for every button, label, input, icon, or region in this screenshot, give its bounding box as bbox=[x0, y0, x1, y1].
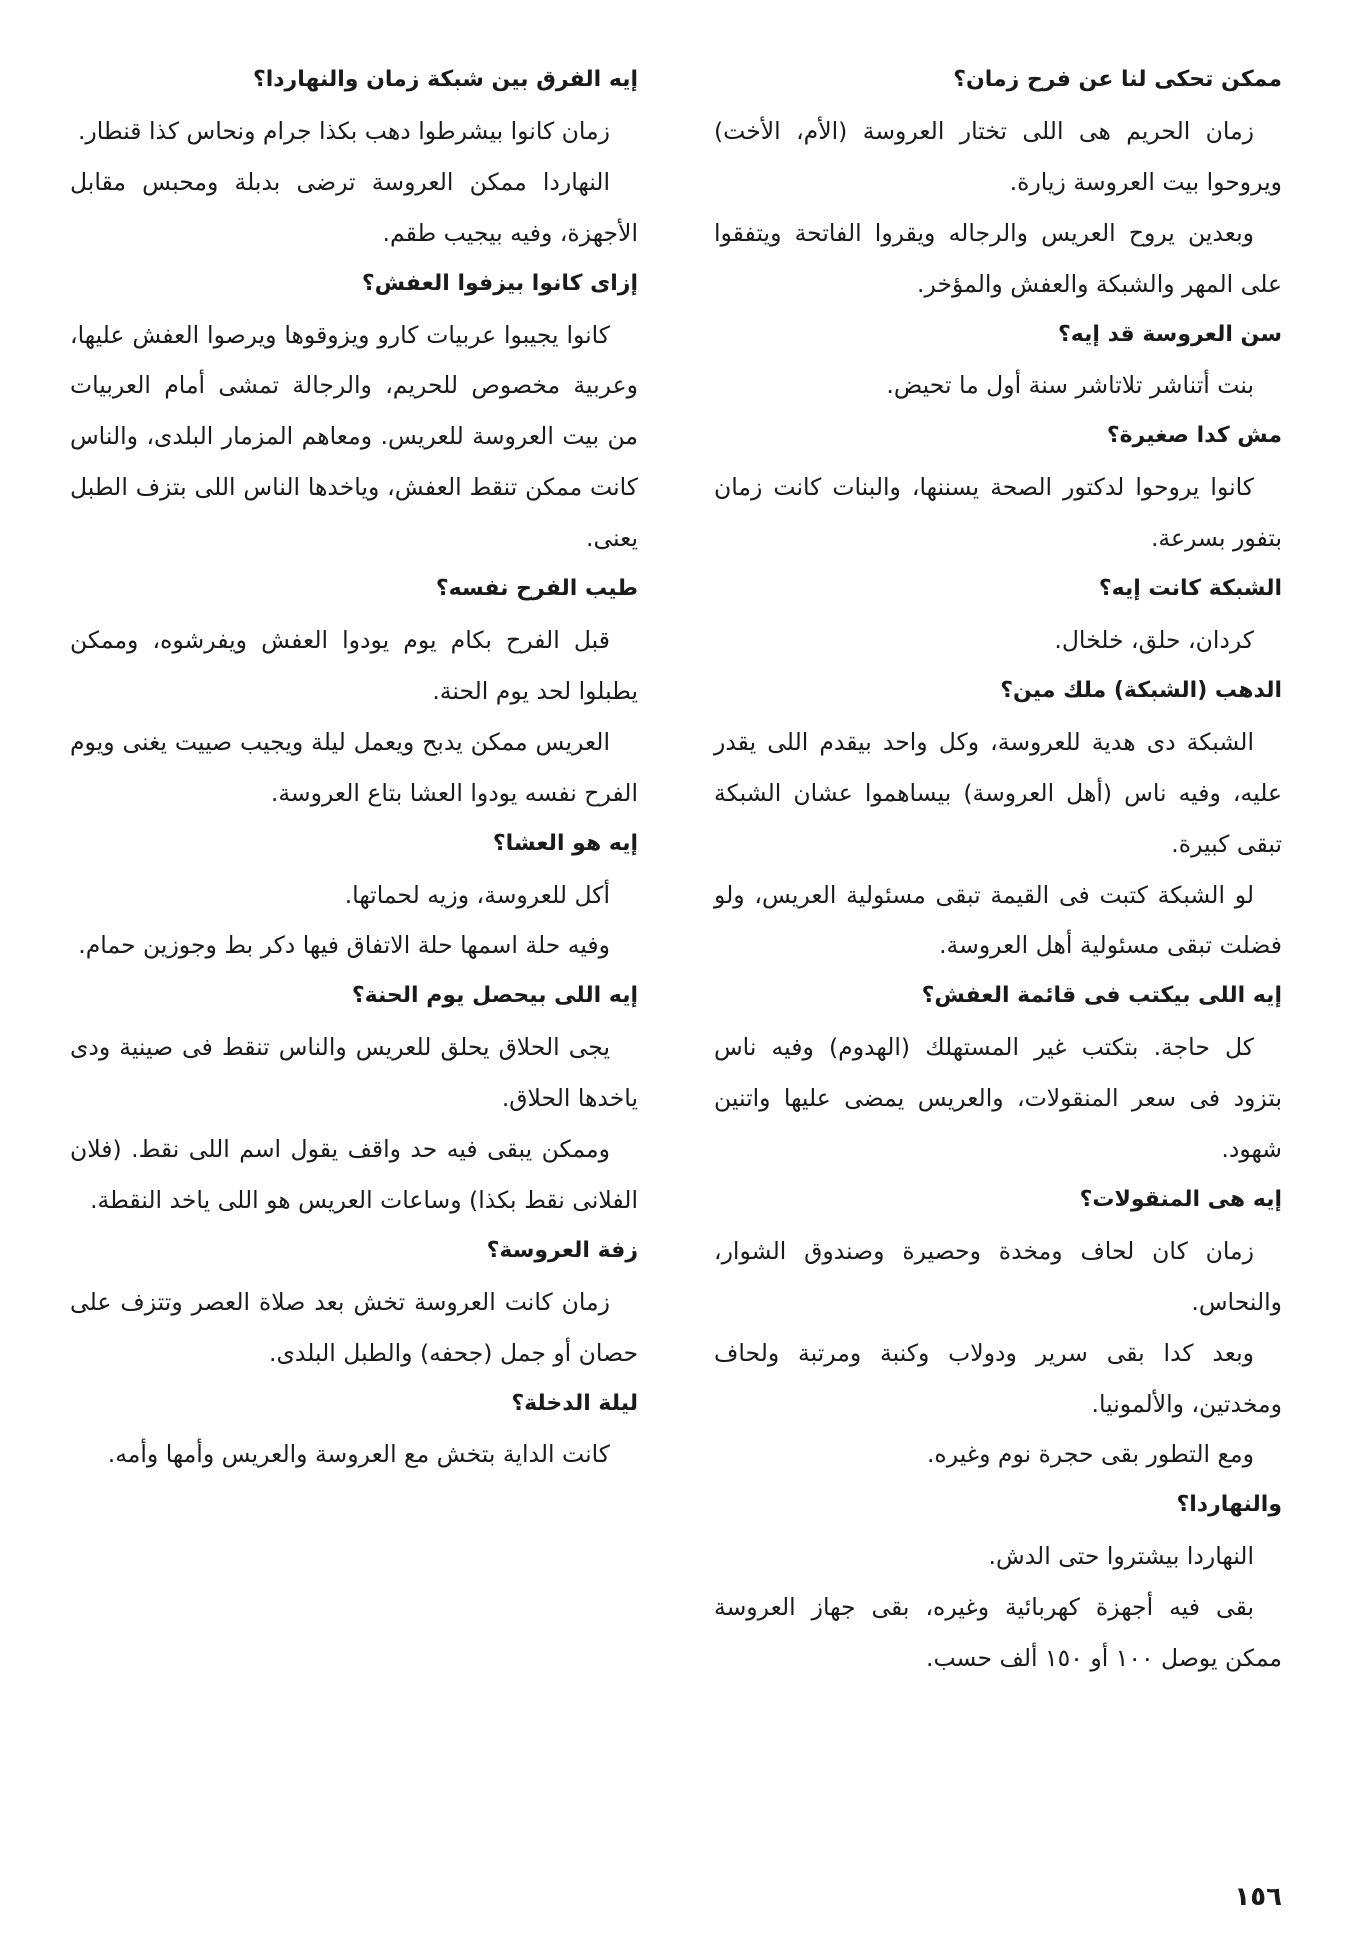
answer-paragraph: وبعدين يروح العريس والرجاله ويقروا الفاتحة ويتفقوا على المهر والشبكة والعفش والمؤخر. bbox=[714, 218, 1282, 298]
question-heading: إزاى كانوا بيزفوا العفش؟ bbox=[361, 270, 638, 296]
answer-paragraph: النهاردا ممكن العروسة ترضى بدبلة ومحبس مقابل الأجهزة، وفيه بيجيب طقم. bbox=[70, 167, 638, 247]
answer-paragraph: كردان، حلق، خلخال. bbox=[1054, 625, 1254, 654]
answer-paragraph: العريس ممكن يدبح ويعمل ليلة ويجيب صييت يغنى ويوم الفرح نفسه يودوا العشا بتاع العروسة. bbox=[70, 727, 638, 807]
question-heading: سن العروسة قد إيه؟ bbox=[1058, 321, 1282, 347]
answer-paragraph: بنت أتناشر تلاتاشر سنة أول ما تحيض. bbox=[886, 371, 1254, 400]
answer-paragraph: بقى فيه أجهزة كهربائية وغيره، بقى جهاز العروسة ممكن يوصل ١٠٠ أو ١٥٠ ألف حسب. bbox=[714, 1593, 1282, 1673]
answer-paragraph: زمان كانوا بيشرطوا دهب بكذا جرام ونحاس كذا قنطار. bbox=[77, 116, 610, 145]
answer-paragraph: كانت الداية بتخش مع العروسة والعريس وأمها وأمه. bbox=[107, 1440, 610, 1469]
right-column bbox=[714, 55, 1282, 1684]
answer-paragraph: وممكن يبقى فيه حد واقف يقول اسم اللى نقط. (فلان الفلانى نقط بكذا) وساعات العريس هو اللى ياخد النقطة. bbox=[70, 1135, 638, 1214]
answer-paragraph: زمان الحريم هى اللى تختار العروسة (الأم، الأخت) ويروحوا بيت العروسة زيارة. bbox=[714, 116, 1282, 196]
answer-paragraph: زمان كانت العروسة تخش بعد صلاة العصر وتتزف على حصان أو جمل (جحفه) والطبل البلدى. bbox=[70, 1287, 638, 1367]
question-heading: والنهاردا؟ bbox=[1176, 1492, 1282, 1518]
question-heading: الشبكة كانت إيه؟ bbox=[1098, 576, 1282, 602]
answer-paragraph: الشبكة دى هدية للعروسة، وكل واحد بيقدم اللى يقدر عليه، وفيه ناس (أهل العروسة) بيساهموا عشان الشبكة تبقى كبيرة. bbox=[714, 727, 1282, 858]
question-heading: طيب الفرح نفسه؟ bbox=[435, 576, 638, 602]
question-heading: إيه اللى بيكتب فى قائمة العفش؟ bbox=[921, 983, 1282, 1009]
question-heading: إيه الفرق بين شبكة زمان والنهاردا؟ bbox=[252, 67, 638, 92]
question-heading: ليلة الدخلة؟ bbox=[511, 1390, 638, 1416]
answer-paragraph: زمان كان لحاف ومخدة وحصيرة وصندوق الشوار، والنحاس. bbox=[714, 1236, 1282, 1316]
question-heading: إيه هى المنقولات؟ bbox=[1079, 1186, 1282, 1212]
answer-paragraph: قبل الفرح بكام يوم يودوا العفش ويفرشوه، وممكن يطبلوا لحد يوم الحنة. bbox=[70, 625, 638, 705]
question-heading: الدهب (الشبكة) ملك مين؟ bbox=[1000, 677, 1282, 703]
answer-paragraph: النهاردا بيشتروا حتى الدش. bbox=[988, 1542, 1254, 1571]
question-heading: زفة العروسة؟ bbox=[486, 1237, 638, 1263]
answer-paragraph: لو الشبكة كتبت فى القيمة تبقى مسئولية العريس، ولو فضلت تبقى مسئولية أهل العروسة. bbox=[714, 880, 1282, 960]
page-number: ١٥٦ bbox=[1234, 1882, 1282, 1912]
answer-paragraph: وفيه حلة اسمها حلة الاتفاق فيها دكر بط وجوزين حمام. bbox=[78, 931, 610, 960]
answer-paragraph: كل حاجة. بتكتب غير المستهلك (الهدوم) وفيه ناس بتزود فى سعر المنقولات، والعريس يمضى عليها واتنين شهود. bbox=[714, 1033, 1282, 1164]
answer-paragraph: ومع التطور بقى حجرة نوم وغيره. bbox=[926, 1440, 1254, 1469]
question-heading: ممكن تحكى لنا عن فرح زمان؟ bbox=[953, 67, 1282, 92]
answer-paragraph: كانوا يروحوا لدكتور الصحة يسننها، والبنات كانت زمان بتفور بسرعة. bbox=[714, 473, 1282, 553]
question-heading: إيه اللى بيحصل يوم الحنة؟ bbox=[351, 983, 638, 1009]
answer-paragraph: أكل للعروسة، وزيه لحماتها. bbox=[344, 880, 610, 909]
answer-paragraph: يجى الحلاق يحلق للعريس والناس تنقط فى صينية ودى ياخدها الحلاق. bbox=[70, 1033, 638, 1113]
answer-paragraph: كانوا يجيبوا عربيات كارو ويزوقوها ويرصوا العفش عليها، وعربية مخصوص للحريم، والرجالة تمشى أمام العربيات من بيت العروسة للعريس. ومعاهم المزمار البلدى، والناس كانت ممكن تنقط العفش، وياخدها الناس اللى بتزف الطبل يعنى. bbox=[70, 320, 638, 553]
question-heading: إيه هو العشا؟ bbox=[492, 830, 638, 856]
question-heading: مش كدا صغيرة؟ bbox=[1106, 423, 1282, 449]
answer-paragraph: وبعد كدا بقى سرير ودولاب وكنبة ومرتبة ولحاف ومخدتين، والألمونيا. bbox=[714, 1338, 1282, 1418]
left-column bbox=[70, 55, 638, 1480]
